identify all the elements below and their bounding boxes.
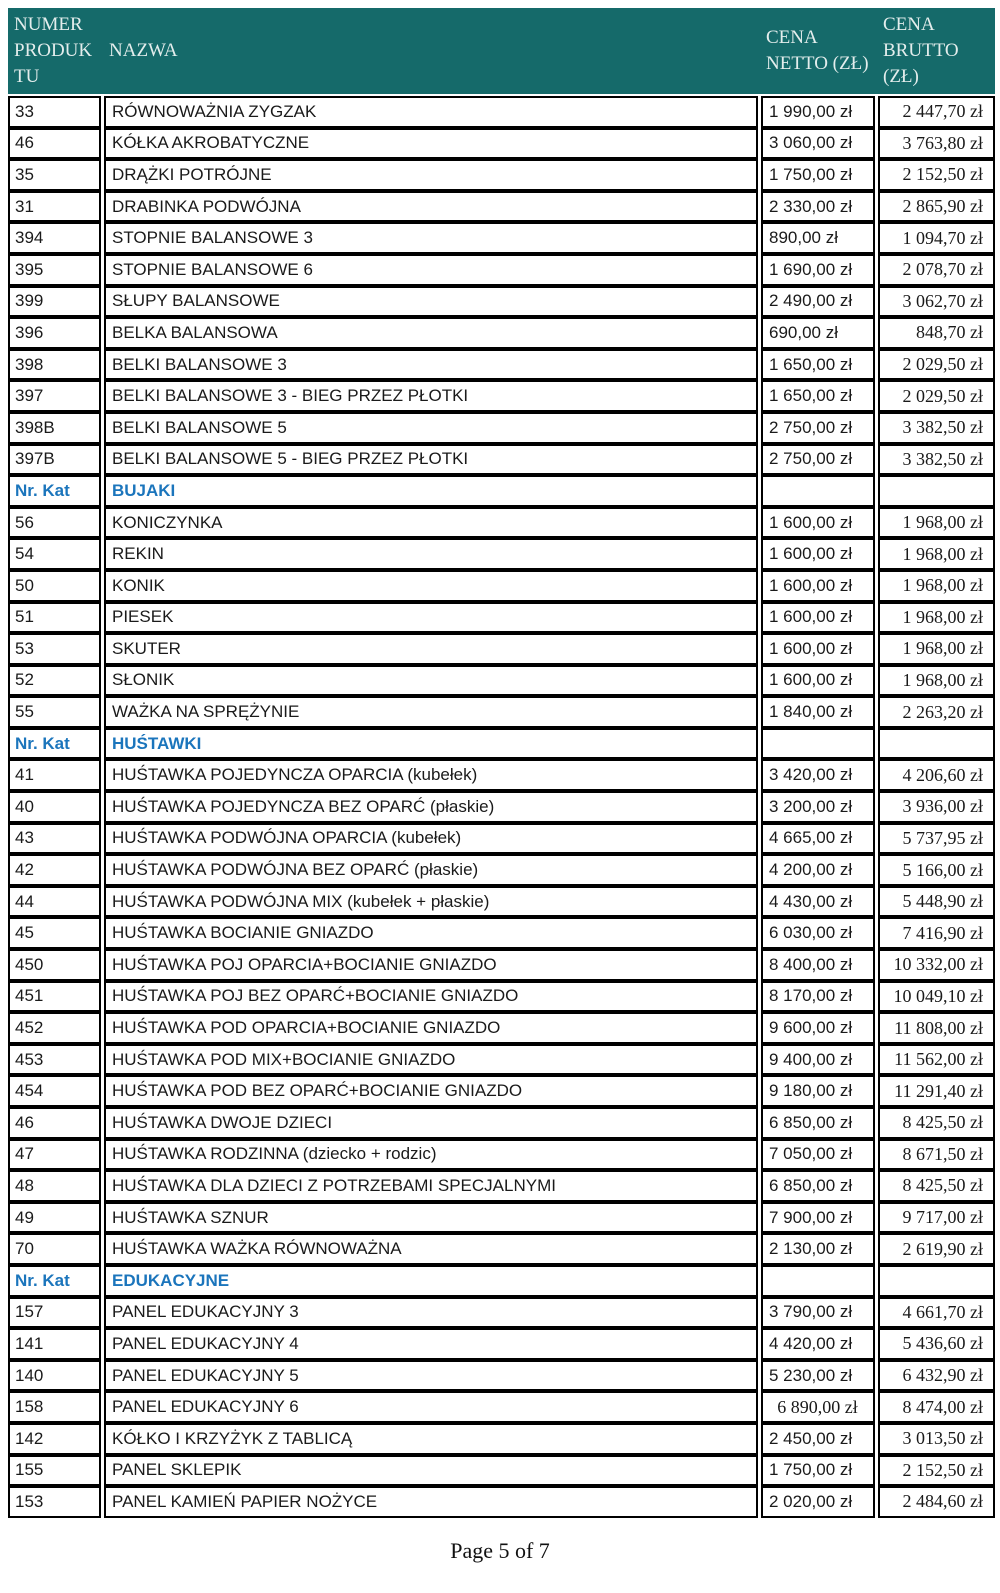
price-netto-cell: 7 900,00 zł	[761, 1202, 875, 1234]
price-brutto-cell: 11 291,40 zł	[878, 1075, 995, 1107]
price-brutto-cell: 9 717,00 zł	[878, 1202, 995, 1234]
product-name-cell: HUŚTAWKA POJ OPARCIA+BOCIANIE GNIAZDO	[104, 949, 758, 981]
product-number-cell: 454	[8, 1075, 101, 1107]
product-name-cell: HUŚTAWKA POJEDYNCZA OPARCIA (kubełek)	[104, 759, 758, 791]
price-brutto-cell: 8 671,50 zł	[878, 1139, 995, 1171]
table-row	[8, 254, 995, 286]
category-row	[8, 728, 995, 760]
price-brutto-cell: 8 474,00 zł	[878, 1391, 995, 1423]
header-col-product-number	[8, 12, 103, 90]
product-number-cell: 397B	[8, 444, 101, 476]
product-number-cell: 45	[8, 917, 101, 949]
product-number-cell: 140	[8, 1360, 101, 1392]
product-number-cell: 142	[8, 1423, 101, 1455]
table-row	[8, 380, 995, 412]
table-row	[8, 1044, 995, 1076]
table-row	[8, 1170, 995, 1202]
price-brutto-cell: 6 432,90 zł	[878, 1360, 995, 1392]
product-name-cell: HUŚTAWKA POJEDYNCZA BEZ OPARĆ (płaskie)	[104, 791, 758, 823]
price-netto-cell: 1 650,00 zł	[761, 380, 875, 412]
product-number-cell: 398B	[8, 412, 101, 444]
price-brutto-cell: 2 152,50 zł	[878, 1455, 995, 1487]
price-brutto-cell: 3 936,00 zł	[878, 791, 995, 823]
price-netto-cell: 690,00 zł	[761, 317, 875, 349]
price-brutto-cell: 2 484,60 zł	[878, 1486, 995, 1518]
category-row	[8, 1265, 995, 1297]
header-line: CENA	[883, 14, 935, 35]
product-name-cell: SŁONIK	[104, 665, 758, 697]
price-brutto-cell: 2 619,90 zł	[878, 1233, 995, 1265]
product-name-cell: HUŚTAWKA PODWÓJNA BEZ OPARĆ (płaskie)	[104, 854, 758, 886]
product-number-cell: 52	[8, 665, 101, 697]
product-number-cell: 46	[8, 128, 101, 160]
category-row	[8, 475, 995, 507]
price-netto-cell: 1 600,00 zł	[761, 570, 875, 602]
price-netto-cell	[761, 475, 875, 507]
header-line: NAZWA	[109, 40, 178, 61]
table-row	[8, 981, 995, 1013]
product-name-cell: PANEL EDUKACYJNY 3	[104, 1297, 758, 1329]
header-line: CENA	[766, 27, 818, 48]
table-row	[8, 96, 995, 128]
page-footer: Page 5 of 7	[450, 1538, 550, 1563]
price-netto-cell: 3 420,00 zł	[761, 759, 875, 791]
table-row	[8, 823, 995, 855]
header-line: (ZŁ)	[883, 66, 919, 87]
price-brutto-cell	[878, 475, 995, 507]
product-name-cell: HUŚTAWKA POD OPARCIA+BOCIANIE GNIAZDO	[104, 1012, 758, 1044]
table-row	[8, 222, 995, 254]
table-row	[8, 191, 995, 223]
price-netto-cell: 2 750,00 zł	[761, 444, 875, 476]
header-col-name	[103, 38, 760, 64]
product-name-cell: HUŚTAWKI	[104, 728, 758, 760]
product-number-cell: 47	[8, 1139, 101, 1171]
product-number-cell: 50	[8, 570, 101, 602]
product-name-cell: KÓŁKO I KRZYŻYK Z TABLICĄ	[104, 1423, 758, 1455]
price-netto-cell	[761, 728, 875, 760]
price-netto-cell: 9 400,00 zł	[761, 1044, 875, 1076]
table-row	[8, 444, 995, 476]
price-netto-cell: 2 130,00 zł	[761, 1233, 875, 1265]
price-brutto-cell: 3 382,50 zł	[878, 444, 995, 476]
price-netto-cell: 6 030,00 zł	[761, 917, 875, 949]
table-row	[8, 538, 995, 570]
product-number-cell: Nr. Kat	[8, 1265, 101, 1297]
price-brutto-cell: 2 029,50 zł	[878, 380, 995, 412]
price-brutto-cell	[878, 1265, 995, 1297]
product-name-cell: STOPNIE BALANSOWE 3	[104, 222, 758, 254]
price-netto-cell: 1 840,00 zł	[761, 696, 875, 728]
table-row	[8, 1486, 995, 1518]
price-brutto-cell: 7 416,90 zł	[878, 917, 995, 949]
product-name-cell: KONICZYNKA	[104, 507, 758, 539]
price-brutto-cell: 5 737,95 zł	[878, 823, 995, 855]
product-name-cell: HUŚTAWKA PODWÓJNA OPARCIA (kubełek)	[104, 823, 758, 855]
product-number-cell: 43	[8, 823, 101, 855]
price-brutto-cell: 3 062,70 zł	[878, 286, 995, 318]
price-netto-cell: 6 850,00 zł	[761, 1107, 875, 1139]
product-number-cell: 398	[8, 349, 101, 381]
product-number-cell: 41	[8, 759, 101, 791]
product-number-cell: 153	[8, 1486, 101, 1518]
product-name-cell: PANEL KAMIEŃ PAPIER NOŻYCE	[104, 1486, 758, 1518]
table-row	[8, 159, 995, 191]
price-brutto-cell: 1 968,00 zł	[878, 538, 995, 570]
price-brutto-cell: 5 436,60 zł	[878, 1328, 995, 1360]
header-col-price-brutto	[877, 12, 995, 90]
table-row	[8, 633, 995, 665]
product-name-cell: STOPNIE BALANSOWE 6	[104, 254, 758, 286]
price-brutto-cell: 1 968,00 zł	[878, 665, 995, 697]
product-name-cell: EDUKACYJNE	[104, 1265, 758, 1297]
product-number-cell: 53	[8, 633, 101, 665]
price-netto-cell: 1 990,00 zł	[761, 96, 875, 128]
product-number-cell: 33	[8, 96, 101, 128]
table-row	[8, 791, 995, 823]
header-col-price-netto	[760, 25, 877, 77]
price-netto-cell: 1 750,00 zł	[761, 159, 875, 191]
table-row	[8, 759, 995, 791]
product-name-cell: HUŚTAWKA POD MIX+BOCIANIE GNIAZDO	[104, 1044, 758, 1076]
product-number-cell: 396	[8, 317, 101, 349]
table-row	[8, 1139, 995, 1171]
product-name-cell: HUŚTAWKA POJ BEZ OPARĆ+BOCIANIE GNIAZDO	[104, 981, 758, 1013]
product-number-cell: 54	[8, 538, 101, 570]
product-name-cell: BELKI BALANSOWE 3 - BIEG PRZEZ PŁOTKI	[104, 380, 758, 412]
product-name-cell: BELKI BALANSOWE 5 - BIEG PRZEZ PŁOTKI	[104, 444, 758, 476]
price-netto-cell: 1 600,00 zł	[761, 665, 875, 697]
price-brutto-cell: 5 448,90 zł	[878, 886, 995, 918]
table-row	[8, 1328, 995, 1360]
product-name-cell: PANEL SKLEPIK	[104, 1455, 758, 1487]
product-number-cell: 42	[8, 854, 101, 886]
product-number-cell: 31	[8, 191, 101, 223]
table-row	[8, 949, 995, 981]
product-name-cell: HUŚTAWKA BOCIANIE GNIAZDO	[104, 917, 758, 949]
price-brutto-cell: 2 447,70 zł	[878, 96, 995, 128]
table-row	[8, 854, 995, 886]
product-name-cell: HUŚTAWKA DWOJE DZIECI	[104, 1107, 758, 1139]
product-number-cell: 49	[8, 1202, 101, 1234]
product-name-cell: SKUTER	[104, 633, 758, 665]
price-netto-cell: 1 600,00 zł	[761, 538, 875, 570]
table-row	[8, 349, 995, 381]
price-brutto-cell: 4 206,60 zł	[878, 759, 995, 791]
product-name-cell: HUŚTAWKA PODWÓJNA MIX (kubełek + płaskie)	[104, 886, 758, 918]
product-number-cell: 44	[8, 886, 101, 918]
price-brutto-cell: 848,70 zł	[878, 317, 995, 349]
price-netto-cell	[761, 1265, 875, 1297]
table-row	[8, 1233, 995, 1265]
price-brutto-cell	[878, 728, 995, 760]
price-netto-cell: 1 650,00 zł	[761, 349, 875, 381]
table-row	[8, 1107, 995, 1139]
product-number-cell: 40	[8, 791, 101, 823]
price-netto-cell: 2 450,00 zł	[761, 1423, 875, 1455]
price-netto-cell: 9 600,00 zł	[761, 1012, 875, 1044]
price-brutto-cell: 11 808,00 zł	[878, 1012, 995, 1044]
product-number-cell: 453	[8, 1044, 101, 1076]
price-brutto-cell: 3 013,50 zł	[878, 1423, 995, 1455]
header-line: NUMER	[14, 14, 83, 35]
price-netto-cell: 5 230,00 zł	[761, 1360, 875, 1392]
product-number-cell: 451	[8, 981, 101, 1013]
product-name-cell: KONIK	[104, 570, 758, 602]
product-name-cell: HUŚTAWKA WAŻKA RÓWNOWAŻNA	[104, 1233, 758, 1265]
price-netto-cell: 1 600,00 zł	[761, 633, 875, 665]
product-number-cell: 46	[8, 1107, 101, 1139]
product-name-cell: BUJAKI	[104, 475, 758, 507]
price-brutto-cell: 1 968,00 zł	[878, 602, 995, 634]
price-netto-cell: 9 180,00 zł	[761, 1075, 875, 1107]
product-number-cell: 55	[8, 696, 101, 728]
product-number-cell: 157	[8, 1297, 101, 1329]
product-number-cell: 399	[8, 286, 101, 318]
table-row	[8, 507, 995, 539]
price-brutto-cell: 2 865,90 zł	[878, 191, 995, 223]
price-netto-cell: 6 890,00 zł	[761, 1391, 875, 1423]
price-netto-cell: 7 050,00 zł	[761, 1139, 875, 1171]
price-brutto-cell: 10 049,10 zł	[878, 981, 995, 1013]
table-row	[8, 917, 995, 949]
table-row	[8, 1391, 995, 1423]
product-number-cell: 158	[8, 1391, 101, 1423]
price-netto-cell: 2 750,00 zł	[761, 412, 875, 444]
product-name-cell: HUŚTAWKA POD BEZ OPARĆ+BOCIANIE GNIAZDO	[104, 1075, 758, 1107]
product-number-cell: 450	[8, 949, 101, 981]
product-number-cell: 141	[8, 1328, 101, 1360]
product-name-cell: PANEL EDUKACYJNY 5	[104, 1360, 758, 1392]
table-row	[8, 665, 995, 697]
table-row	[8, 1202, 995, 1234]
product-name-cell: RÓWNOWAŻNIA ZYGZAK	[104, 96, 758, 128]
price-brutto-cell: 10 332,00 zł	[878, 949, 995, 981]
price-netto-cell: 6 850,00 zł	[761, 1170, 875, 1202]
product-name-cell: DRĄŻKI POTRÓJNE	[104, 159, 758, 191]
price-brutto-cell: 4 661,70 zł	[878, 1297, 995, 1329]
price-brutto-cell: 2 078,70 zł	[878, 254, 995, 286]
price-netto-cell: 890,00 zł	[761, 222, 875, 254]
price-brutto-cell: 1 968,00 zł	[878, 570, 995, 602]
table-row	[8, 1075, 995, 1107]
product-name-cell: SŁUPY BALANSOWE	[104, 286, 758, 318]
table-row	[8, 886, 995, 918]
price-netto-cell: 2 020,00 zł	[761, 1486, 875, 1518]
header-line: NETTO (ZŁ)	[766, 53, 869, 74]
price-brutto-cell: 5 166,00 zł	[878, 854, 995, 886]
price-brutto-cell: 3 382,50 zł	[878, 412, 995, 444]
table-row	[8, 696, 995, 728]
product-number-cell: 48	[8, 1170, 101, 1202]
table-row	[8, 602, 995, 634]
product-name-cell: PIESEK	[104, 602, 758, 634]
table-row	[8, 412, 995, 444]
price-netto-cell: 4 430,00 zł	[761, 886, 875, 918]
table-row	[8, 1360, 995, 1392]
product-number-cell: 394	[8, 222, 101, 254]
header-line: PRODUK	[14, 40, 93, 61]
product-name-cell: PANEL EDUKACYJNY 6	[104, 1391, 758, 1423]
price-table	[5, 96, 998, 1518]
price-netto-cell: 1 600,00 zł	[761, 507, 875, 539]
price-netto-cell: 4 420,00 zł	[761, 1328, 875, 1360]
product-name-cell: BELKA BALANSOWA	[104, 317, 758, 349]
product-number-cell: Nr. Kat	[8, 475, 101, 507]
price-netto-cell: 1 690,00 zł	[761, 254, 875, 286]
price-brutto-cell: 1 968,00 zł	[878, 633, 995, 665]
product-name-cell: BELKI BALANSOWE 3	[104, 349, 758, 381]
header-line: TU	[14, 66, 40, 87]
price-brutto-cell: 1 094,70 zł	[878, 222, 995, 254]
product-name-cell: BELKI BALANSOWE 5	[104, 412, 758, 444]
table-header	[8, 8, 995, 94]
table-row	[8, 317, 995, 349]
product-name-cell: HUŚTAWKA RODZINNA (dziecko + rodzic)	[104, 1139, 758, 1171]
table-row	[8, 1423, 995, 1455]
price-netto-cell: 8 400,00 zł	[761, 949, 875, 981]
price-brutto-cell: 11 562,00 zł	[878, 1044, 995, 1076]
price-netto-cell: 2 330,00 zł	[761, 191, 875, 223]
price-brutto-cell: 2 152,50 zł	[878, 159, 995, 191]
product-number-cell: 51	[8, 602, 101, 634]
product-number-cell: 395	[8, 254, 101, 286]
product-name-cell: DRABINKA PODWÓJNA	[104, 191, 758, 223]
product-name-cell: HUŚTAWKA DLA DZIECI Z POTRZEBAMI SPECJALNYMI	[104, 1170, 758, 1202]
product-number-cell: 56	[8, 507, 101, 539]
price-brutto-cell: 1 968,00 zł	[878, 507, 995, 539]
product-name-cell: REKIN	[104, 538, 758, 570]
product-name-cell: PANEL EDUKACYJNY 4	[104, 1328, 758, 1360]
price-netto-cell: 2 490,00 zł	[761, 286, 875, 318]
table-row	[8, 1455, 995, 1487]
price-netto-cell: 1 750,00 zł	[761, 1455, 875, 1487]
table-row	[8, 1012, 995, 1044]
table-row	[8, 1297, 995, 1329]
price-netto-cell: 3 790,00 zł	[761, 1297, 875, 1329]
price-brutto-cell: 2 029,50 zł	[878, 349, 995, 381]
product-number-cell: Nr. Kat	[8, 728, 101, 760]
product-name-cell: KÓŁKA AKROBATYCZNE	[104, 128, 758, 160]
price-netto-cell: 4 665,00 zł	[761, 823, 875, 855]
price-netto-cell: 4 200,00 zł	[761, 854, 875, 886]
price-netto-cell: 8 170,00 zł	[761, 981, 875, 1013]
price-netto-cell: 1 600,00 zł	[761, 602, 875, 634]
product-name-cell: WAŻKA NA SPRĘŻYNIE	[104, 696, 758, 728]
product-number-cell: 452	[8, 1012, 101, 1044]
product-name-cell: HUŚTAWKA SZNUR	[104, 1202, 758, 1234]
price-brutto-cell: 8 425,50 zł	[878, 1170, 995, 1202]
price-brutto-cell: 8 425,50 zł	[878, 1107, 995, 1139]
price-brutto-cell: 3 763,80 zł	[878, 128, 995, 160]
price-netto-cell: 3 060,00 zł	[761, 128, 875, 160]
table-row	[8, 286, 995, 318]
product-number-cell: 35	[8, 159, 101, 191]
product-number-cell: 397	[8, 380, 101, 412]
table-row	[8, 570, 995, 602]
table-row	[8, 128, 995, 160]
product-number-cell: 155	[8, 1455, 101, 1487]
header-line: BRUTTO	[883, 40, 959, 61]
price-brutto-cell: 2 263,20 zł	[878, 696, 995, 728]
price-netto-cell: 3 200,00 zł	[761, 791, 875, 823]
product-number-cell: 70	[8, 1233, 101, 1265]
